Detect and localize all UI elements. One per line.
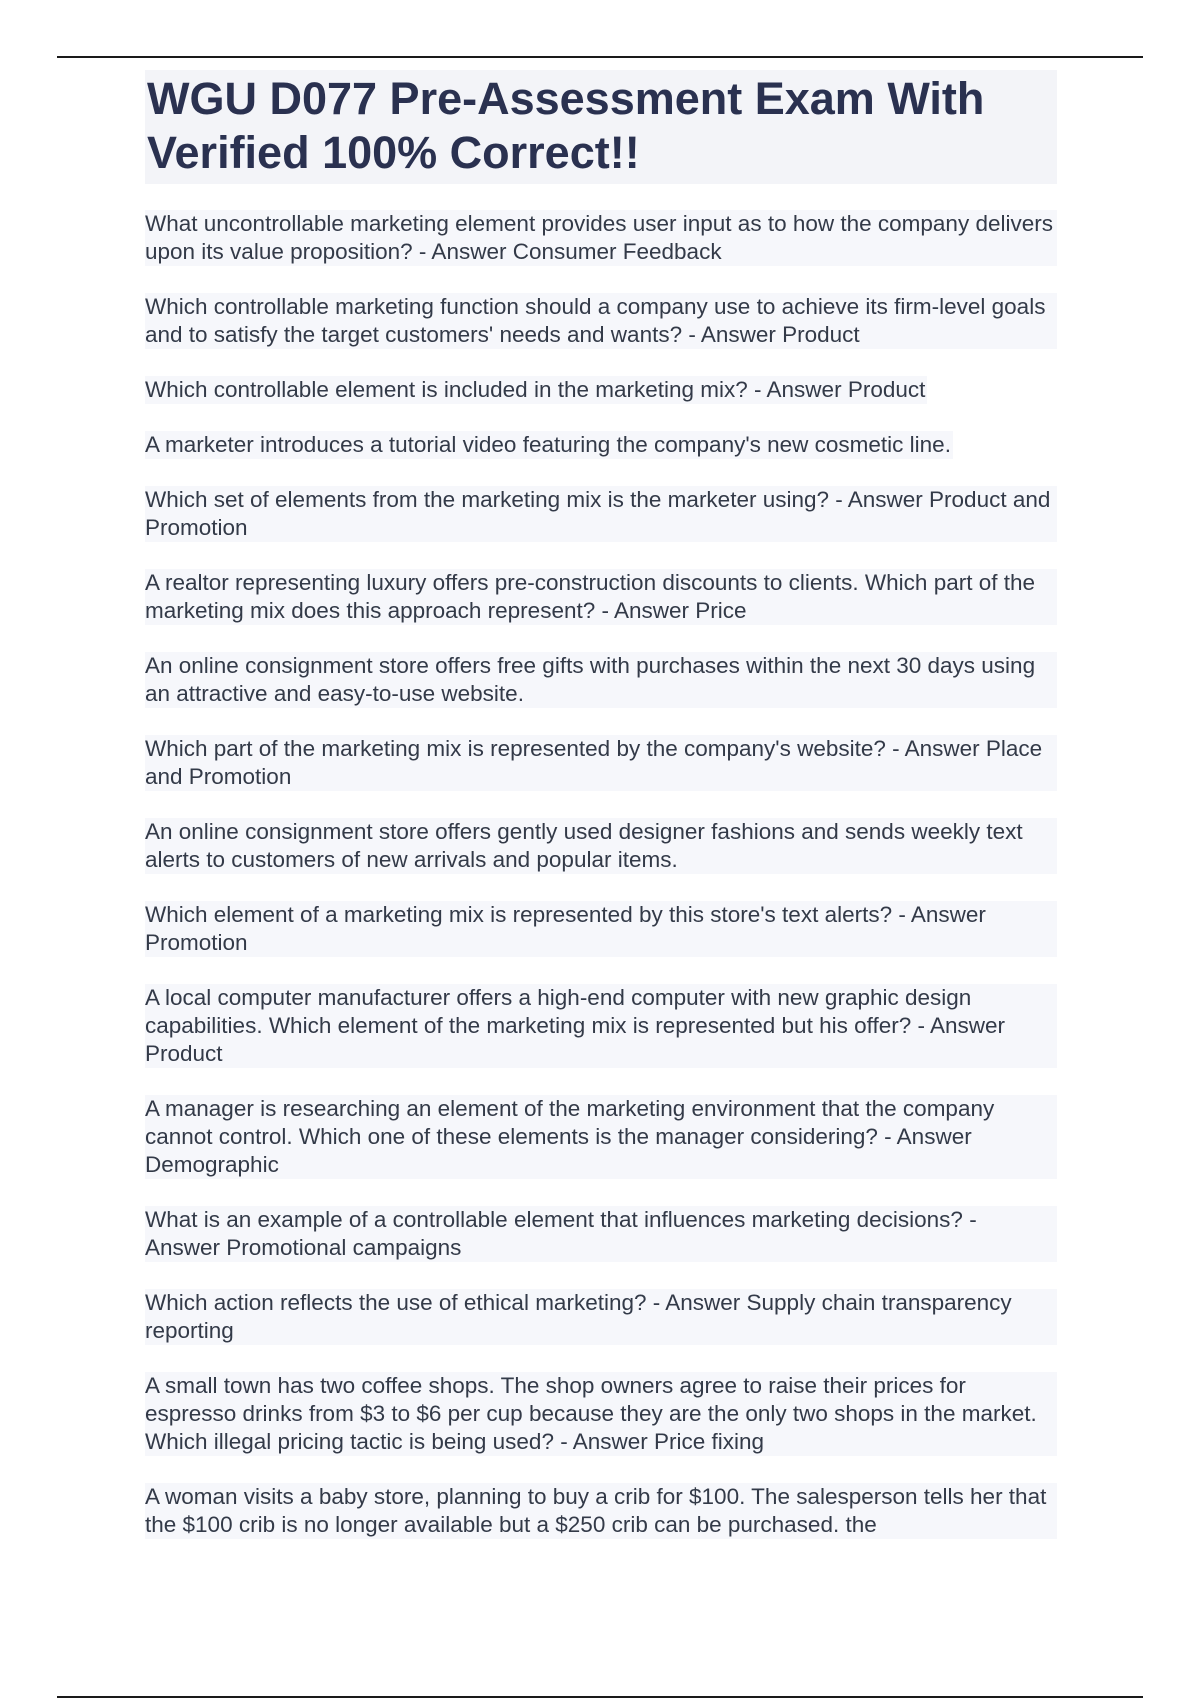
qa-item: Which element of a marketing mix is represented by this store's text alerts? - Answer Promotion (145, 901, 1057, 957)
qa-item: Which controllable element is included in the marketing mix? - Answer Product (145, 377, 926, 402)
qa-item: A realtor representing luxury offers pre-construction discounts to clients. Which part of the marketing mix does this approach represent? - Answer Price (145, 569, 1057, 625)
qa-item: Which controllable marketing function should a company use to achieve its firm-level goals and to satisfy the target customers' needs and wants? - Answer Product (145, 293, 1057, 349)
qa-item: What uncontrollable marketing element provides user input as to how the company delivers upon its value proposition? - Answer Consumer Feedback (145, 210, 1057, 266)
qa-item: A marketer introduces a tutorial video featuring the company's new cosmetic line. (145, 432, 951, 457)
bottom-rule (57, 1696, 1143, 1698)
qa-item: An online consignment store offers gently used designer fashions and sends weekly text alerts to customers of new arrivals and popular items. (145, 818, 1057, 874)
qa-item: What is an example of a controllable element that influences marketing decisions? - Answer Promotional campaigns (145, 1206, 1057, 1262)
top-rule (57, 56, 1143, 58)
qa-item: An online consignment store offers free gifts with purchases within the next 30 days using an attractive and easy-to-use website. (145, 652, 1057, 708)
qa-item: A local computer manufacturer offers a high-end computer with new graphic design capabilities. Which element of the marketing mix is represented but his offer? - Answer Product (145, 984, 1057, 1068)
document-body (145, 70, 1057, 1566)
qa-item: A manager is researching an element of the marketing environment that the company cannot control. Which one of these elements is the manager considering? - Answer Demographic (145, 1095, 1057, 1179)
qa-item: A woman visits a baby store, planning to buy a crib for $100. The salesperson tells her that the $100 crib is no longer available but a $250 crib can be purchased. the (145, 1483, 1057, 1539)
qa-item: A small town has two coffee shops. The shop owners agree to raise their prices for espresso drinks from $3 to $6 per cup because they are the only two shops in the market. Which illegal pricing tactic is being used? - Answer Price fixing (145, 1372, 1057, 1456)
document-title: WGU D077 Pre-Assessment Exam With Verified 100% Correct!! (145, 70, 1057, 184)
qa-item: Which part of the marketing mix is represented by the company's website? - Answer Place and Promotion (145, 735, 1057, 791)
qa-item: Which set of elements from the marketing mix is the marketer using? - Answer Product and Promotion (145, 486, 1057, 542)
qa-item: Which action reflects the use of ethical marketing? - Answer Supply chain transparency reporting (145, 1289, 1057, 1345)
